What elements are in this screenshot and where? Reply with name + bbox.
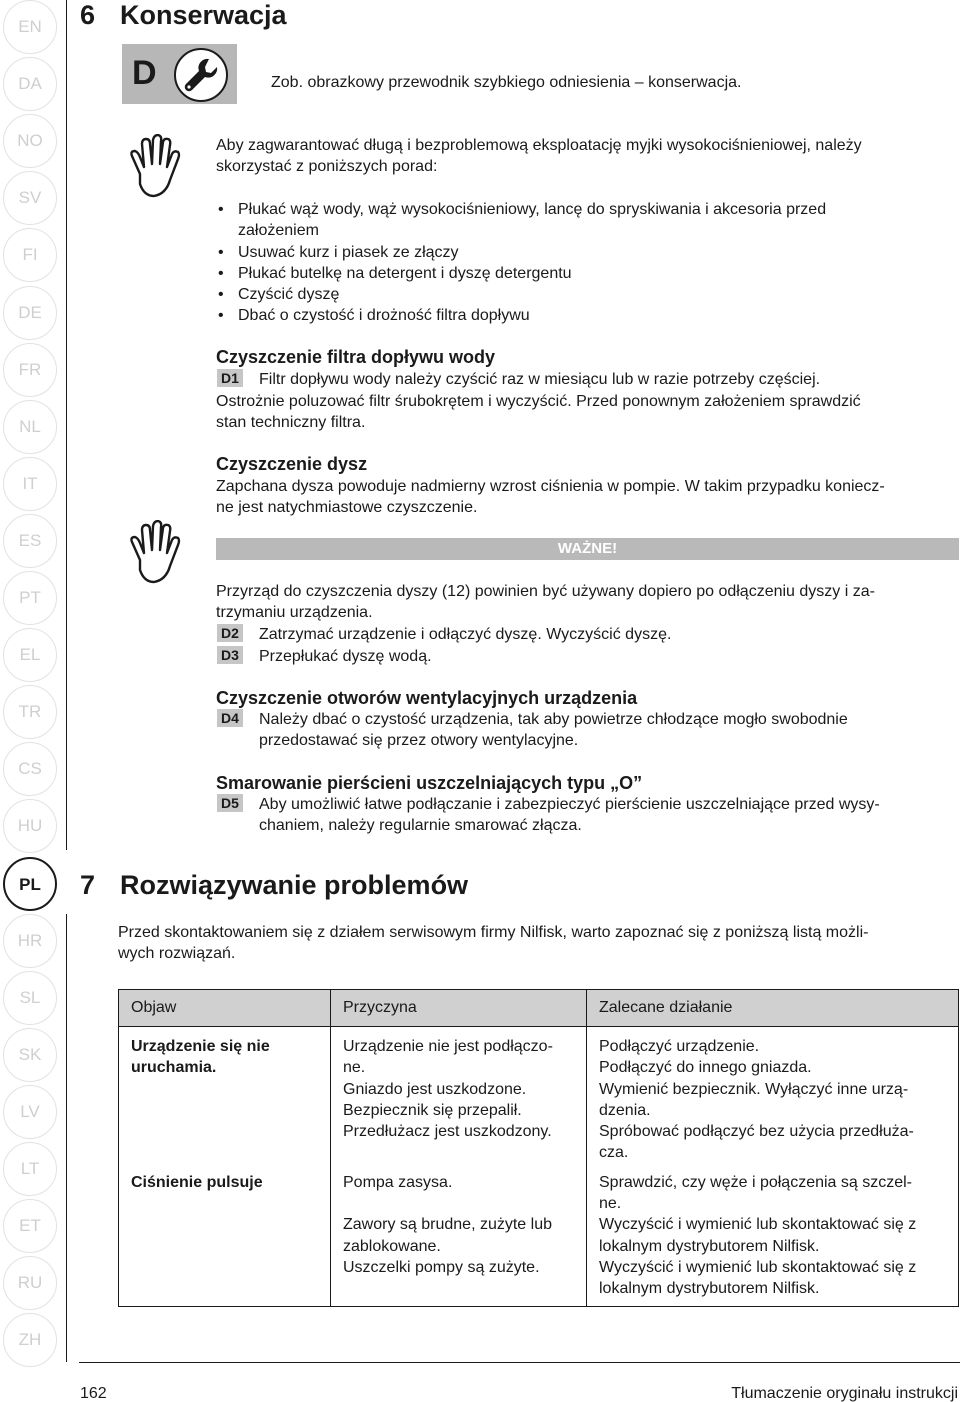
language-ru: RU: [3, 1256, 57, 1310]
section7-intro: Przed skontaktowaniem się z działem serwisowym firmy Nilfisk, warto zapoznać się z poniższą listą możli- wych rozwiązań.: [118, 924, 869, 963]
nozzle-step-d2: D2 Zatrzymać urządzenie i odłączyć dyszę. Wyczyścić dyszę.: [217, 624, 957, 646]
filter-heading: Czyszczenie filtra dopływu wody: [216, 347, 496, 367]
language-en: EN: [3, 0, 57, 54]
language-cs: CS: [3, 742, 57, 796]
step-tag: D2: [217, 624, 243, 642]
language-it: IT: [3, 457, 57, 511]
nozzle-note: Przyrząd do czyszczenia dyszy (12) powinien być używany dopiero po odłączeniu dyszy i za- trzymaniu urządzenia.: [216, 583, 875, 622]
list-item: • Płukać wąż wody, wąż wysokociśnieniowy, lancę do spryskiwania i akcesoria przed założeniem: [216, 199, 956, 242]
language-no: NO: [3, 114, 57, 168]
language-pl: PL: [3, 857, 57, 911]
sidebar-divider-bottom: [66, 914, 67, 1362]
section7-number: 7: [80, 870, 96, 900]
language-pt: PT: [3, 571, 57, 625]
troubleshooting-table: [118, 989, 959, 1307]
vents-heading: Czyszczenie otworów wentylacyjnych urządzenia: [216, 688, 638, 708]
language-zh: ZH: [3, 1313, 57, 1367]
action-cell: Podłączyć urządzenie. Podłączyć do innego gniazda. Wymienić bezpiecznik. Wyłączyć inne urzą- dzenia. Spróbować podłączyć bez użycia przedłuża- cza.: [587, 1027, 959, 1172]
orings-heading: Smarowanie pierścieni uszczelniających typu „O”: [216, 773, 643, 793]
language-sl: SL: [3, 971, 57, 1025]
language-et: ET: [3, 1199, 57, 1253]
section6-number: 6: [80, 0, 96, 30]
maintenance-tips-list: [216, 199, 956, 327]
page-number: 162: [80, 1385, 107, 1402]
table-row: [119, 1027, 959, 1172]
language-hu: HU: [3, 799, 57, 853]
action-cell: Sprawdzić, czy węże i połączenia są szczel- ne. Wyczyścić i wymienić lub skontaktować się z lokalnym dystrybutorem Nilfisk. Wyczyścić i wymienić lub skontaktować się z lokalnym dystrybutorem Nilfisk.: [587, 1172, 959, 1306]
section7-title: Rozwiązywanie problemów: [120, 870, 469, 900]
column-header: Przyczyna: [331, 990, 587, 1027]
step-tag: D3: [217, 646, 243, 664]
list-item: • Usuwać kurz i piasek ze złączy: [216, 242, 956, 263]
hand-note-icon: [126, 134, 188, 200]
language-fi: FI: [3, 228, 57, 282]
step-tag: D5: [217, 794, 243, 812]
nozzle-heading: Czyszczenie dysz: [216, 454, 368, 474]
table-row: [119, 1172, 959, 1306]
language-el: EL: [3, 628, 57, 682]
cause-cell: Urządzenie nie jest podłączo- ne. Gniazdo jest uszkodzone. Bezpiecznik się przepalił. Przedłużacz jest uszkodzony.: [331, 1027, 587, 1172]
language-nl: NL: [3, 400, 57, 454]
language-hr: HR: [3, 914, 57, 968]
important-banner: WAŻNE!: [216, 538, 959, 560]
nozzle-step-d3: D3 Przepłukać dyszę wodą.: [217, 646, 957, 668]
filter-text: Ostrożnie poluzować filtr śrubokrętem i wyczyścić. Przed ponownym założeniem sprawdzić stan techniczny filtra.: [216, 393, 861, 432]
nozzle-text: Zapchana dysza powoduje nadmierny wzrost ciśnienia w pompie. W takim przypadku koniecz- ne jest natychmiastowe czyszczenie.: [216, 478, 885, 517]
section6-title: Konserwacja: [120, 0, 287, 30]
hand-warning-icon: [126, 520, 188, 586]
step-tag: D4: [217, 709, 243, 727]
symptom-cell: Urządzenie się nie uruchamia.: [119, 1027, 331, 1172]
footer-divider: [79, 1362, 960, 1363]
language-da: DA: [3, 57, 57, 111]
wrench-icon: [174, 48, 228, 102]
quick-reference-note: Zob. obrazkowy przewodnik szybkiego odniesienia – konserwacja.: [271, 74, 742, 91]
column-header: Objaw: [119, 990, 331, 1027]
sidebar-divider-top: [66, 0, 67, 850]
language-lv: LV: [3, 1085, 57, 1139]
language-de: DE: [3, 286, 57, 340]
filter-step: D1 Filtr dopływu wody należy czyścić raz w miesiącu lub w razie potrzeby częściej.: [217, 369, 957, 391]
symptom-cell: Ciśnienie pulsuje: [119, 1172, 331, 1306]
list-item: • Dbać o czystość i drożność filtra dopływu: [216, 305, 956, 326]
language-es: ES: [3, 514, 57, 568]
column-header: Zalecane działanie: [587, 990, 959, 1027]
badge-letter: D: [132, 54, 157, 92]
list-item: • Czyścić dyszę: [216, 284, 956, 305]
language-sk: SK: [3, 1028, 57, 1082]
maintenance-badge: [122, 44, 237, 104]
footer-label: Tłumaczenie oryginału instrukcji: [731, 1385, 958, 1402]
step-tag: D1: [217, 369, 243, 387]
orings-step: D5 Aby umożliwić łatwe podłączanie i zabezpieczyć pierścienie uszczelniające przed wysy- chaniem, należy regularnie smarować złącza.: [217, 794, 960, 838]
vents-step: D4 Należy dbać o czystość urządzenia, tak aby powietrze chłodzące mogło swobodnie przedostawać się przez otwory wentylacyjne.: [217, 709, 957, 753]
language-sv: SV: [3, 171, 57, 225]
list-item: • Płukać butelkę na detergent i dyszę detergentu: [216, 263, 956, 284]
language-tr: TR: [3, 685, 57, 739]
language-lt: LT: [3, 1142, 57, 1196]
cause-cell: Pompa zasysa. Zawory są brudne, zużyte lub zablokowane. Uszczelki pompy są zużyte.: [331, 1172, 587, 1306]
intro-paragraph: Aby zagwarantować długą i bezproblemową eksploatację myjki wysokociśnieniowej, należy skorzystać z poniższych porad:: [216, 137, 862, 176]
language-fr: FR: [3, 343, 57, 397]
